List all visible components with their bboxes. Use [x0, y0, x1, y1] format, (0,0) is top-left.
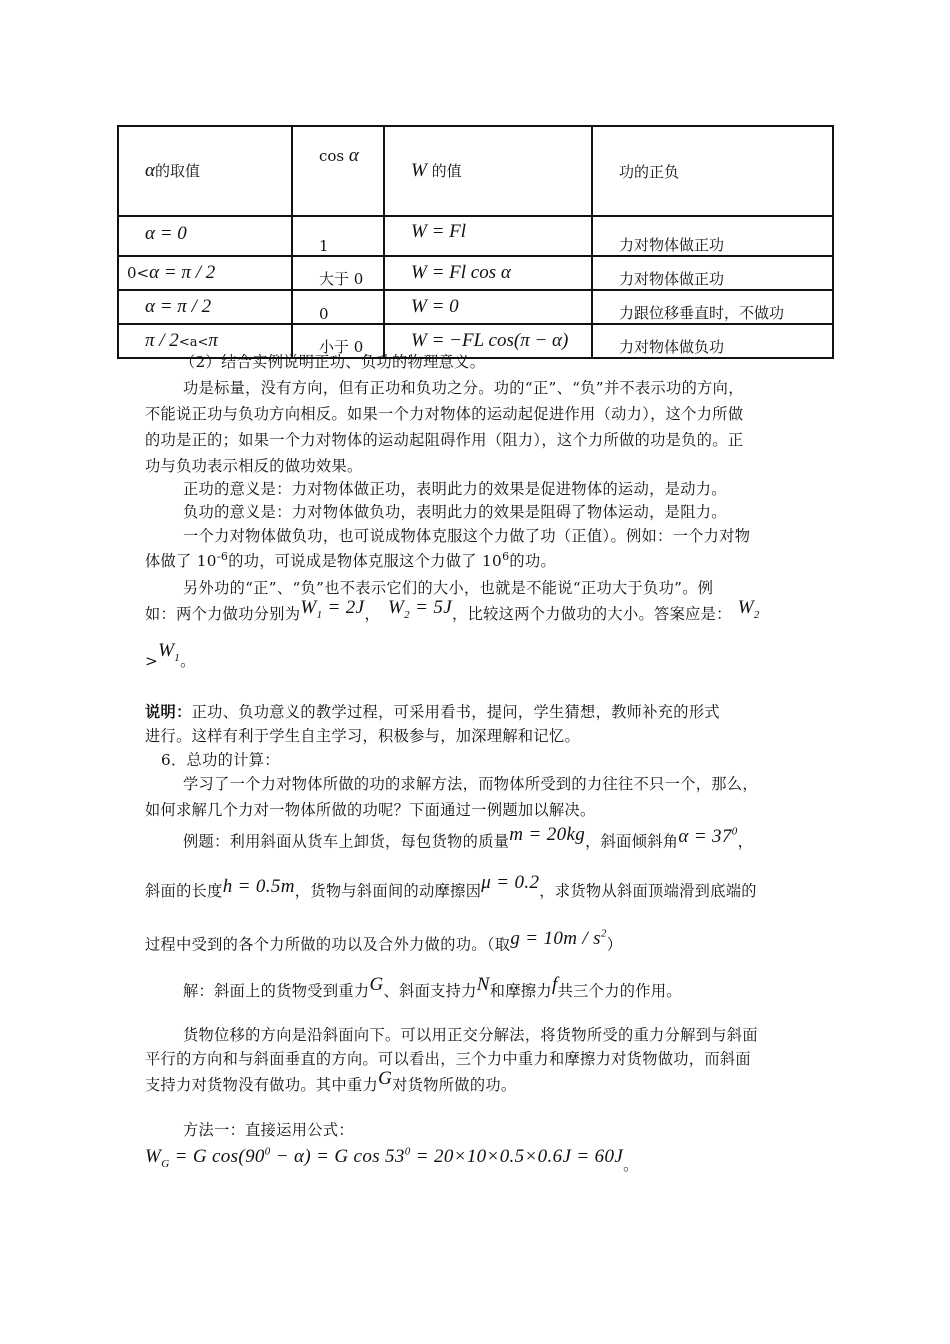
example-line — [145, 928, 623, 955]
text: 体做了 10 — [145, 552, 217, 571]
cell-cos — [292, 290, 384, 324]
paragraph-line — [145, 1068, 517, 1096]
text: （2）结合实例说明正功、负功的物理意义。 — [180, 353, 486, 371]
cell-angle — [118, 290, 292, 324]
note-line — [145, 701, 720, 722]
text: 进行。这样有利于学生自主学习，积极参与，加深理解和记忆。 — [145, 727, 581, 745]
header-sign-label: 功的正负 — [619, 162, 680, 181]
text: 。 — [180, 652, 196, 670]
text: > — [145, 652, 159, 670]
work-formula: W = −FL cos(π − α) — [411, 330, 569, 351]
paragraph-line — [145, 429, 743, 450]
w1-symbol: $W_1$ — [158, 640, 181, 664]
paragraph-line — [145, 403, 743, 424]
exponent: 6 — [502, 550, 510, 563]
text: 方法一：直接运用公式： — [183, 1121, 354, 1139]
text: 对货物所做的功。 — [392, 1076, 517, 1094]
angle-value: α = 0 — [145, 223, 187, 244]
note-line — [145, 725, 580, 746]
paragraph-line — [183, 501, 727, 522]
paragraph-line — [183, 478, 727, 499]
text: 斜面的长度 — [145, 882, 223, 900]
cell-sign — [592, 256, 833, 290]
work-sign-table — [117, 125, 834, 359]
cell-work — [384, 290, 592, 324]
header-angle — [118, 126, 292, 216]
paragraph-line — [145, 550, 556, 571]
angle-value: π / 2 — [145, 330, 179, 351]
g-symbol: G — [369, 974, 384, 995]
cell-cos — [292, 216, 384, 256]
work-gravity-formula — [145, 1146, 639, 1175]
mu-formula: μ = 0.2 — [481, 872, 540, 893]
length-formula: h = 0.5m — [222, 876, 295, 897]
paragraph-line — [145, 597, 760, 627]
g-formula: $g = 10m / s^2$ — [510, 928, 607, 950]
paragraph-line — [145, 1048, 751, 1069]
text: ， — [364, 605, 380, 623]
alpha-symbol: α — [145, 160, 155, 181]
paragraph-line — [183, 377, 744, 398]
text: 共三个力的作用。 — [557, 982, 682, 1000]
paragraph-line — [183, 1024, 758, 1045]
section-heading — [161, 749, 280, 770]
header-sign — [592, 126, 833, 216]
paragraph-line — [145, 799, 596, 820]
text: ，货物与斜面间的动摩擦因 — [294, 882, 482, 900]
text: 功与负功表示相反的做功效果。 — [145, 457, 363, 475]
header-cos — [292, 126, 384, 216]
text: 一个力对物体做负功，也可说成物体克服这个力做了功（正值）。例如：一个力对物 — [183, 527, 751, 545]
paragraph-line — [183, 773, 758, 794]
angle-value: α = π / 2 — [145, 296, 212, 317]
text: 的功是正的；如果一个力对物体的运动起阻碍作用（阻力），这个力所做的功是负的。正 — [145, 431, 744, 449]
wg-formula: $W_G = G$ $\cos(90^0 - \alpha) = G$ $\cos 53^0 = 20\times 10\times 0.5\times 0.6J = 60J$ — [145, 1146, 624, 1171]
example-line — [145, 872, 757, 902]
paragraph-line — [183, 525, 750, 546]
text: 另外功的“正”、“负”也不表示它们的大小，也就是不能说“正功大于负功”。例 — [183, 579, 714, 597]
text: 6．总功的计算： — [161, 751, 280, 769]
angle-post: π — [208, 330, 218, 351]
method-line — [183, 1119, 354, 1140]
text: ，求货物从斜面顶端滑到底端的 — [539, 882, 757, 900]
text: 功是标量，没有方向，但有正功和负功之分。功的“正”、“负”并不表示功的方向， — [183, 379, 744, 397]
text: 学习了一个力对物体所做的功的求解方法，而物体所受到的力往往不只一个，那么， — [183, 775, 758, 793]
text: 不能说正功与负功方向相反。如果一个力对物体的运动起促进作用（动力），这个力所做 — [145, 405, 744, 423]
angle-middle: <a< — [178, 335, 209, 350]
w-symbol: W — [411, 160, 427, 181]
text: 平行的方向和与斜面垂直的方向。可以看出，三个力中重力和摩擦力对货物做功，而斜面 — [145, 1050, 751, 1068]
cell-work — [384, 256, 592, 290]
cell-sign — [592, 324, 833, 358]
text: 和摩擦力 — [489, 982, 552, 1000]
g-symbol: G — [378, 1068, 393, 1089]
text: 。 — [623, 1156, 639, 1175]
cos-value: 1 — [319, 237, 329, 255]
cell-angle — [118, 216, 292, 256]
work-formula: W = Fl — [411, 221, 467, 242]
work-formula: W = 0 — [411, 296, 459, 317]
text: 解：斜面上的货物受到重力 — [183, 982, 370, 1000]
exponent: -6 — [216, 550, 229, 563]
cell-angle — [118, 256, 292, 290]
text: 的功，可说成是物体克服这个力做了 10 — [228, 552, 503, 571]
text: ，比较这两个力做功的大小。答案应是： — [452, 605, 732, 623]
table-row — [118, 216, 833, 256]
sign-value: 力对物体做正功 — [619, 270, 725, 288]
cell-work — [384, 216, 592, 256]
text: 正功、负功意义的教学过程，可采用看书，提问，学生猜想，教师补充的形式 — [191, 703, 720, 721]
text: 支持力对货物没有做功。其中重力 — [145, 1076, 379, 1094]
sign-value: 力对物体做负功 — [619, 338, 725, 356]
cell-cos — [292, 256, 384, 290]
text: 的功。 — [509, 552, 557, 571]
note-label: 说明： — [145, 703, 192, 721]
cos-value: 0 — [319, 305, 329, 323]
text: 、斜面支持力 — [383, 982, 477, 1000]
n-symbol: N — [476, 974, 490, 995]
text: 如何求解几个力对一物体所做的功呢？下面通过一例题加以解决。 — [145, 801, 596, 819]
table-row — [118, 290, 833, 324]
text: 正功的意义是：力对物体做正功，表明此力的效果是促进物体的运动，是动力。 — [183, 480, 727, 498]
angle-value: α = π / 2 — [149, 262, 216, 283]
cell-sign — [592, 290, 833, 324]
example-line — [183, 824, 754, 852]
text: 如：两个力做功分别为 — [145, 605, 301, 623]
header-work-label: 的值 — [431, 162, 462, 180]
paragraph-line — [183, 577, 713, 598]
cell-sign — [592, 216, 833, 256]
sign-value: 力跟位移垂直时，不做功 — [619, 304, 785, 322]
paragraph-line — [145, 455, 363, 476]
text: ， — [737, 832, 754, 851]
solution-line — [183, 974, 682, 1002]
alpha-formula: $\alpha = 37^0$ — [678, 826, 738, 848]
header-cos-label: cos — [319, 147, 345, 165]
text: ） — [606, 935, 623, 954]
section-subtitle — [180, 351, 485, 372]
w2-symbol: $W_2$ — [737, 597, 760, 621]
header-work — [384, 126, 592, 216]
text: 负功的意义是：力对物体做负功，表明此力的效果是阻碍了物体运动，是阻力。 — [183, 503, 727, 521]
w2-formula: $W_2 = 5J$ — [387, 597, 453, 621]
table-header-row — [118, 126, 833, 216]
paragraph-line — [145, 640, 196, 674]
text: 例题：利用斜面从货车上卸货，每包货物的质量 — [183, 832, 510, 851]
angle-prefix: 0< — [127, 264, 150, 282]
cos-value: 小于 0 — [319, 338, 364, 356]
text: ，斜面倾斜角 — [585, 832, 679, 851]
w1-formula: $W_1 = 2J$ — [300, 597, 365, 621]
mass-formula: m = 20kg — [509, 824, 586, 846]
work-formula: W = Fl cos α — [411, 262, 511, 283]
alpha-symbol: α — [348, 145, 359, 166]
header-angle-label: 的取值 — [154, 162, 200, 180]
text: 过程中受到的各个力所做的功以及合外力做的功。（取 — [145, 935, 511, 954]
f-symbol: f — [551, 974, 558, 995]
sign-value: 力对物体做正功 — [619, 236, 725, 254]
cos-value: 大于 0 — [319, 270, 364, 288]
table-row — [118, 256, 833, 290]
text: 货物位移的方向是沿斜面向下。可以用正交分解法，将货物所受的重力分解到与斜面 — [183, 1026, 758, 1044]
